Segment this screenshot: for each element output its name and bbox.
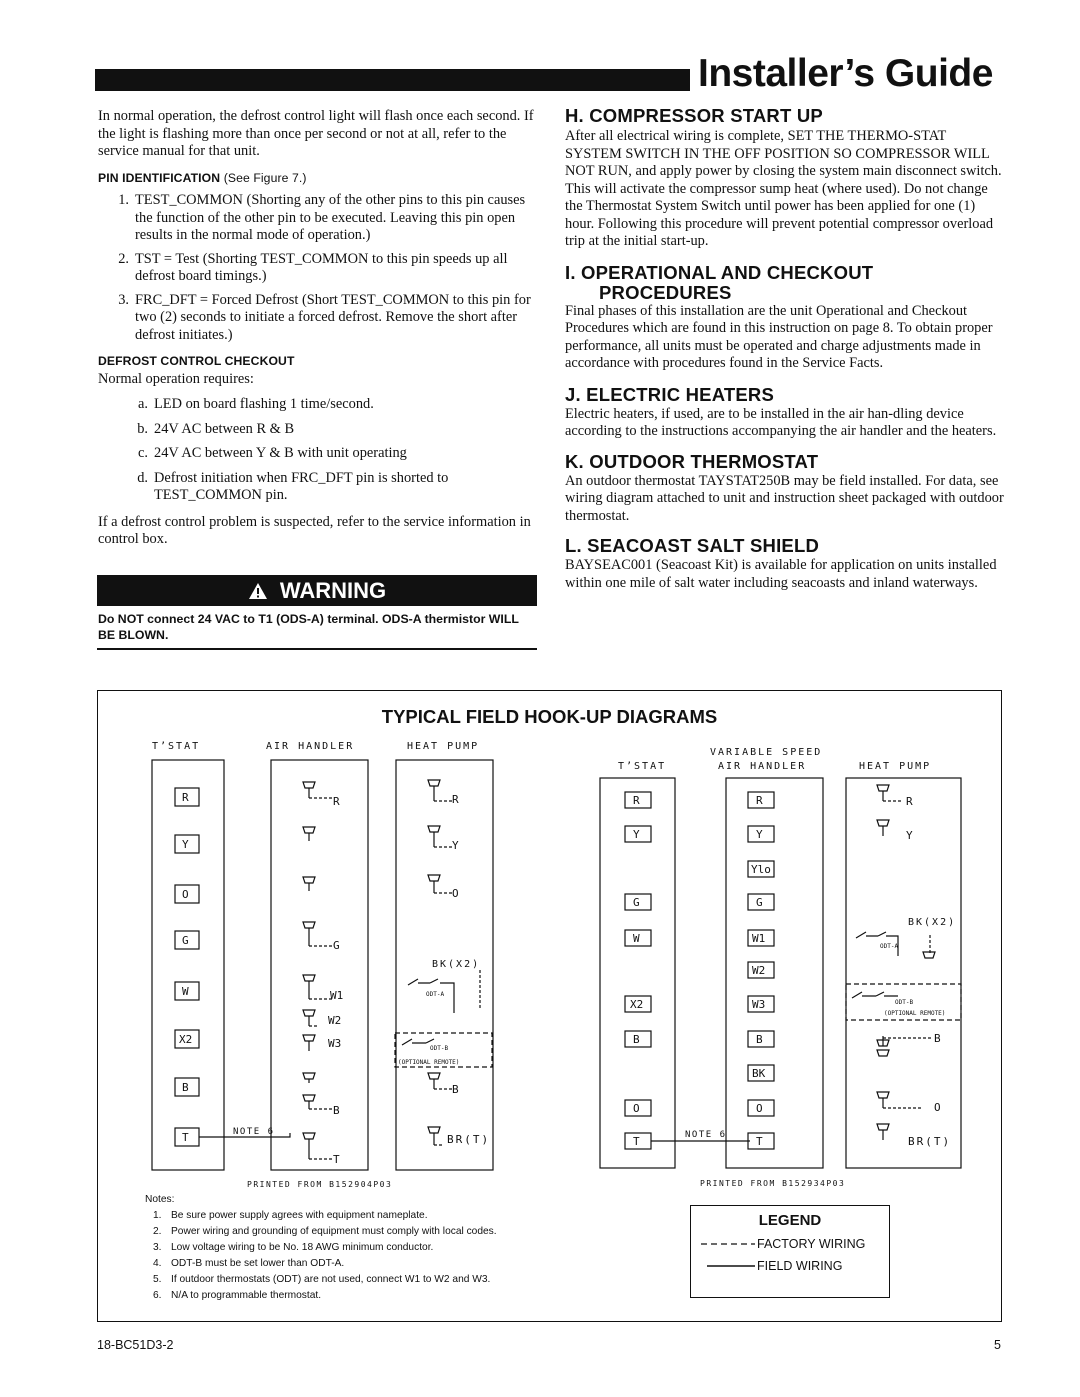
note-item: 3. Low voltage wiring to be No. 18 AWG minimum conductor. <box>153 1242 434 1253</box>
odt-b-label-r: ODT-B <box>895 999 914 1006</box>
optional-remote-label-r: (OPTIONAL REMOTE) <box>884 1010 946 1017</box>
svg-text:R: R <box>333 795 340 808</box>
svg-text:R: R <box>182 791 189 804</box>
page-number: 5 <box>994 1338 1001 1352</box>
variable-speed-label: VARIABLE SPEED <box>710 747 823 758</box>
right-column <box>565 106 1005 592</box>
checkout-list <box>110 396 538 505</box>
page-title: Installer’s Guide <box>698 52 993 95</box>
svg-text:T: T <box>182 1131 189 1144</box>
printed-from-left: PRINTED FROM B152904P03 <box>247 1180 393 1189</box>
svg-text:W2: W2 <box>752 964 766 977</box>
svg-text:O: O <box>182 888 189 901</box>
svg-text:Y: Y <box>182 838 189 851</box>
svg-text:O: O <box>756 1102 763 1115</box>
optional-remote-label: (OPTIONAL REMOTE) <box>398 1059 460 1066</box>
svg-text:O: O <box>633 1102 640 1115</box>
section-i-heading-line2: PROCEDURES <box>599 281 732 303</box>
left-wiring-diagram <box>140 735 520 1195</box>
svg-text:Y: Y <box>906 829 913 842</box>
svg-text:T: T <box>333 1153 340 1166</box>
svg-text:B: B <box>333 1104 340 1117</box>
air-handler-column-label: AIR HANDLER <box>266 741 355 752</box>
svg-text:W1: W1 <box>330 989 344 1002</box>
outro-paragraph: If a defrost control problem is suspected, refer to the service information in control box. <box>98 513 531 547</box>
svg-text:W1: W1 <box>752 932 766 945</box>
tstat-column-label-r: T’STAT <box>618 761 667 772</box>
section-k-heading: K. OUTDOOR THERMOSTAT <box>565 450 819 472</box>
bk-x2-label-r: BK(X2) <box>908 917 957 928</box>
note-6-label-r: NOTE 6 <box>685 1130 727 1140</box>
svg-text:B: B <box>934 1032 941 1045</box>
svg-text:B: B <box>452 1083 459 1096</box>
svg-text:W: W <box>182 985 189 998</box>
svg-text:W3: W3 <box>328 1037 342 1050</box>
list-item: 1. TEST_COMMON (Shorting any of the other pins to this pin causes the function of the other pin to be executed. Leaving this pin open results in the normal mode of operation.) <box>118 192 526 243</box>
note-item: 2. Power wiring and grounding of equipment must comply with local codes. <box>153 1226 497 1237</box>
svg-text:BR(T): BR(T) <box>908 1135 952 1148</box>
section-i-body: Final phases of this installation are the unit Operational and Checkout Procedures which are found in this instruction on page 8. To obtain proper performance, all units must be operated and charge adjustments made in accordance with procedures found in the Service Facts. <box>565 302 993 371</box>
intro-paragraph: In normal operation, the defrost control light will flash once each second. If the light is flashing more than once per second or not at all, refer to the service manual for that unit. <box>98 108 534 159</box>
svg-text:Y: Y <box>452 839 459 852</box>
svg-text:T: T <box>756 1135 763 1148</box>
bk-x2-label: BK(X2) <box>432 959 481 970</box>
note-6-label: NOTE 6 <box>233 1127 275 1137</box>
header-rule <box>95 69 690 91</box>
svg-text:B: B <box>633 1033 640 1046</box>
odt-a-label-r: ODT-A <box>880 943 899 950</box>
diagram-title: TYPICAL FIELD HOOK-UP DIAGRAMS <box>381 706 718 727</box>
defrost-intro: Normal operation requires: <box>98 370 254 387</box>
solid-line-icon <box>701 1263 755 1269</box>
list-item: 3. FRC_DFT = Forced Defrost (Short TEST_COMMON to this pin for two (2) seconds to initiate a forced defrost. Remove the short after defrost initiates.) <box>118 291 531 343</box>
svg-text:B: B <box>182 1081 189 1094</box>
right-wiring-diagram <box>590 740 980 1190</box>
note-item: 4. ODT-B must be set lower than ODT-A. <box>153 1258 345 1269</box>
left-column <box>98 108 538 549</box>
pin-heading-label: PIN IDENTIFICATION <box>98 170 221 185</box>
svg-text:R: R <box>633 794 640 807</box>
document-number: 18-BC51D3-2 <box>97 1338 174 1352</box>
svg-text:R: R <box>906 795 913 808</box>
warning-banner <box>97 575 537 606</box>
section-j-body: Electric heaters, if used, are to be installed in the air han-dling device according to the instructions accompanying the air handler and the heaters. <box>565 405 997 439</box>
legend-field-wiring: FIELD WIRING <box>701 1259 889 1273</box>
warning-rule <box>97 648 537 650</box>
section-l-body: BAYSEAC001 (Seacoast Kit) is available for application on units installed within one mile of salt water including seacoasts and inland waterways. <box>565 557 997 591</box>
svg-text:G: G <box>182 934 189 947</box>
legend-factory-wiring: FACTORY WIRING <box>701 1237 889 1251</box>
svg-text:G: G <box>333 939 340 952</box>
heat-pump-panel-r <box>846 778 961 1168</box>
warning-label: WARNING <box>279 577 387 603</box>
svg-text:X2: X2 <box>630 998 644 1011</box>
svg-text:R: R <box>756 794 763 807</box>
note-item: 6. N/A to programmable thermostat. <box>153 1290 322 1301</box>
svg-text:Y: Y <box>633 828 640 841</box>
note-item: 5. If outdoor thermostats (ODT) are not used, connect W1 to W2 and W3. <box>153 1274 491 1285</box>
section-k-body: An outdoor thermostat TAYSTAT250B may be field installed. For data, see wiring diagram attached to unit and instruction sheet packaged with outdoor thermostat. <box>565 472 1004 524</box>
diagram-notes <box>145 1192 497 1304</box>
list-item: d. Defrost initiation when FRC_DFT pin is shorted to TEST_COMMON pin. <box>137 469 449 503</box>
tstat-column-label: T’STAT <box>152 741 201 752</box>
odt-a-label: ODT-A <box>426 991 445 998</box>
dashed-line-icon <box>701 1241 755 1247</box>
svg-text:BR(T): BR(T) <box>447 1133 491 1146</box>
note-item: 1. Be sure power supply agrees with equipment nameplate. <box>153 1210 428 1221</box>
svg-text:G: G <box>633 896 640 909</box>
svg-text:B: B <box>756 1033 763 1046</box>
odt-b-label: ODT-B <box>430 1045 449 1052</box>
defrost-heading: DEFROST CONTROL CHECKOUT <box>98 354 295 368</box>
section-h-body: After all electrical wiring is complete, SET THE THERMO-STAT SYSTEM SWITCH IN THE OFF POSITION SO COMPRESSOR WILL NOT RUN, and apply power by closing the system main disconnect switch. This will activate the compressor sump heat (where used). Do not change the Thermostat System Switch until power has been applied for one (1) hour. Following this procedure will prevent potential compressor overload trip at the initial start-up. <box>565 128 1002 249</box>
svg-text:R: R <box>452 793 459 806</box>
section-j-heading: J. ELECTRIC HEATERS <box>565 383 775 405</box>
svg-text:Y: Y <box>756 828 763 841</box>
air-handler-column-label-r: AIR HANDLER <box>718 761 807 772</box>
legend-title: LEGEND <box>758 1212 822 1229</box>
svg-text:W2: W2 <box>328 1014 342 1027</box>
warning-text: Do NOT connect 24 VAC to T1 (ODS-A) terminal. ODS-A thermistor WILL BE BLOWN. <box>98 612 519 642</box>
heat-pump-column-label-r: HEAT PUMP <box>859 761 932 772</box>
tstat-terminals <box>175 788 199 1146</box>
odt-switches-r <box>846 917 961 1020</box>
pin-list <box>98 192 538 344</box>
air-handler-terminals-r <box>748 792 774 1149</box>
svg-text:Ylo: Ylo <box>751 863 771 876</box>
svg-text:W: W <box>633 932 640 945</box>
svg-text:O: O <box>934 1101 941 1114</box>
svg-text:T: T <box>633 1135 640 1148</box>
air-handler-connectors <box>303 782 343 1166</box>
tstat-panel <box>152 760 224 1170</box>
pin-heading-ref: (See Figure 7.) <box>223 170 307 185</box>
list-item: 2. TST = Test (Shorting TEST_COMMON to this pin speeds up all defrost board timings.) <box>118 250 508 284</box>
pin-identification-heading <box>98 170 538 188</box>
list-item: b. 24V AC between R & B <box>137 420 295 437</box>
heat-pump-column-label: HEAT PUMP <box>407 741 480 752</box>
list-item: a. LED on board flashing 1 time/second. <box>138 396 374 412</box>
section-l-heading: L. SEACOAST SALT SHIELD <box>565 535 820 556</box>
odt-switches <box>395 959 492 1067</box>
svg-text:O: O <box>452 887 459 900</box>
section-i-heading: I. OPERATIONAL AND CHECKOUT <box>565 261 874 283</box>
svg-text:BK: BK <box>752 1067 766 1080</box>
svg-text:X2: X2 <box>179 1033 193 1046</box>
tstat-terminals-r <box>625 792 651 1149</box>
warning-triangle-icon <box>248 582 268 600</box>
printed-from-right: PRINTED FROM B152934P03 <box>700 1179 846 1188</box>
notes-label: Notes: <box>145 1194 175 1205</box>
list-item: c. 24V AC between Y & B with unit operating <box>138 445 407 461</box>
heat-pump-connectors-r <box>877 785 951 1148</box>
section-h-heading: H. COMPRESSOR START UP <box>565 105 823 126</box>
svg-text:W3: W3 <box>752 998 766 1011</box>
svg-text:G: G <box>756 896 763 909</box>
legend-box <box>690 1205 890 1298</box>
